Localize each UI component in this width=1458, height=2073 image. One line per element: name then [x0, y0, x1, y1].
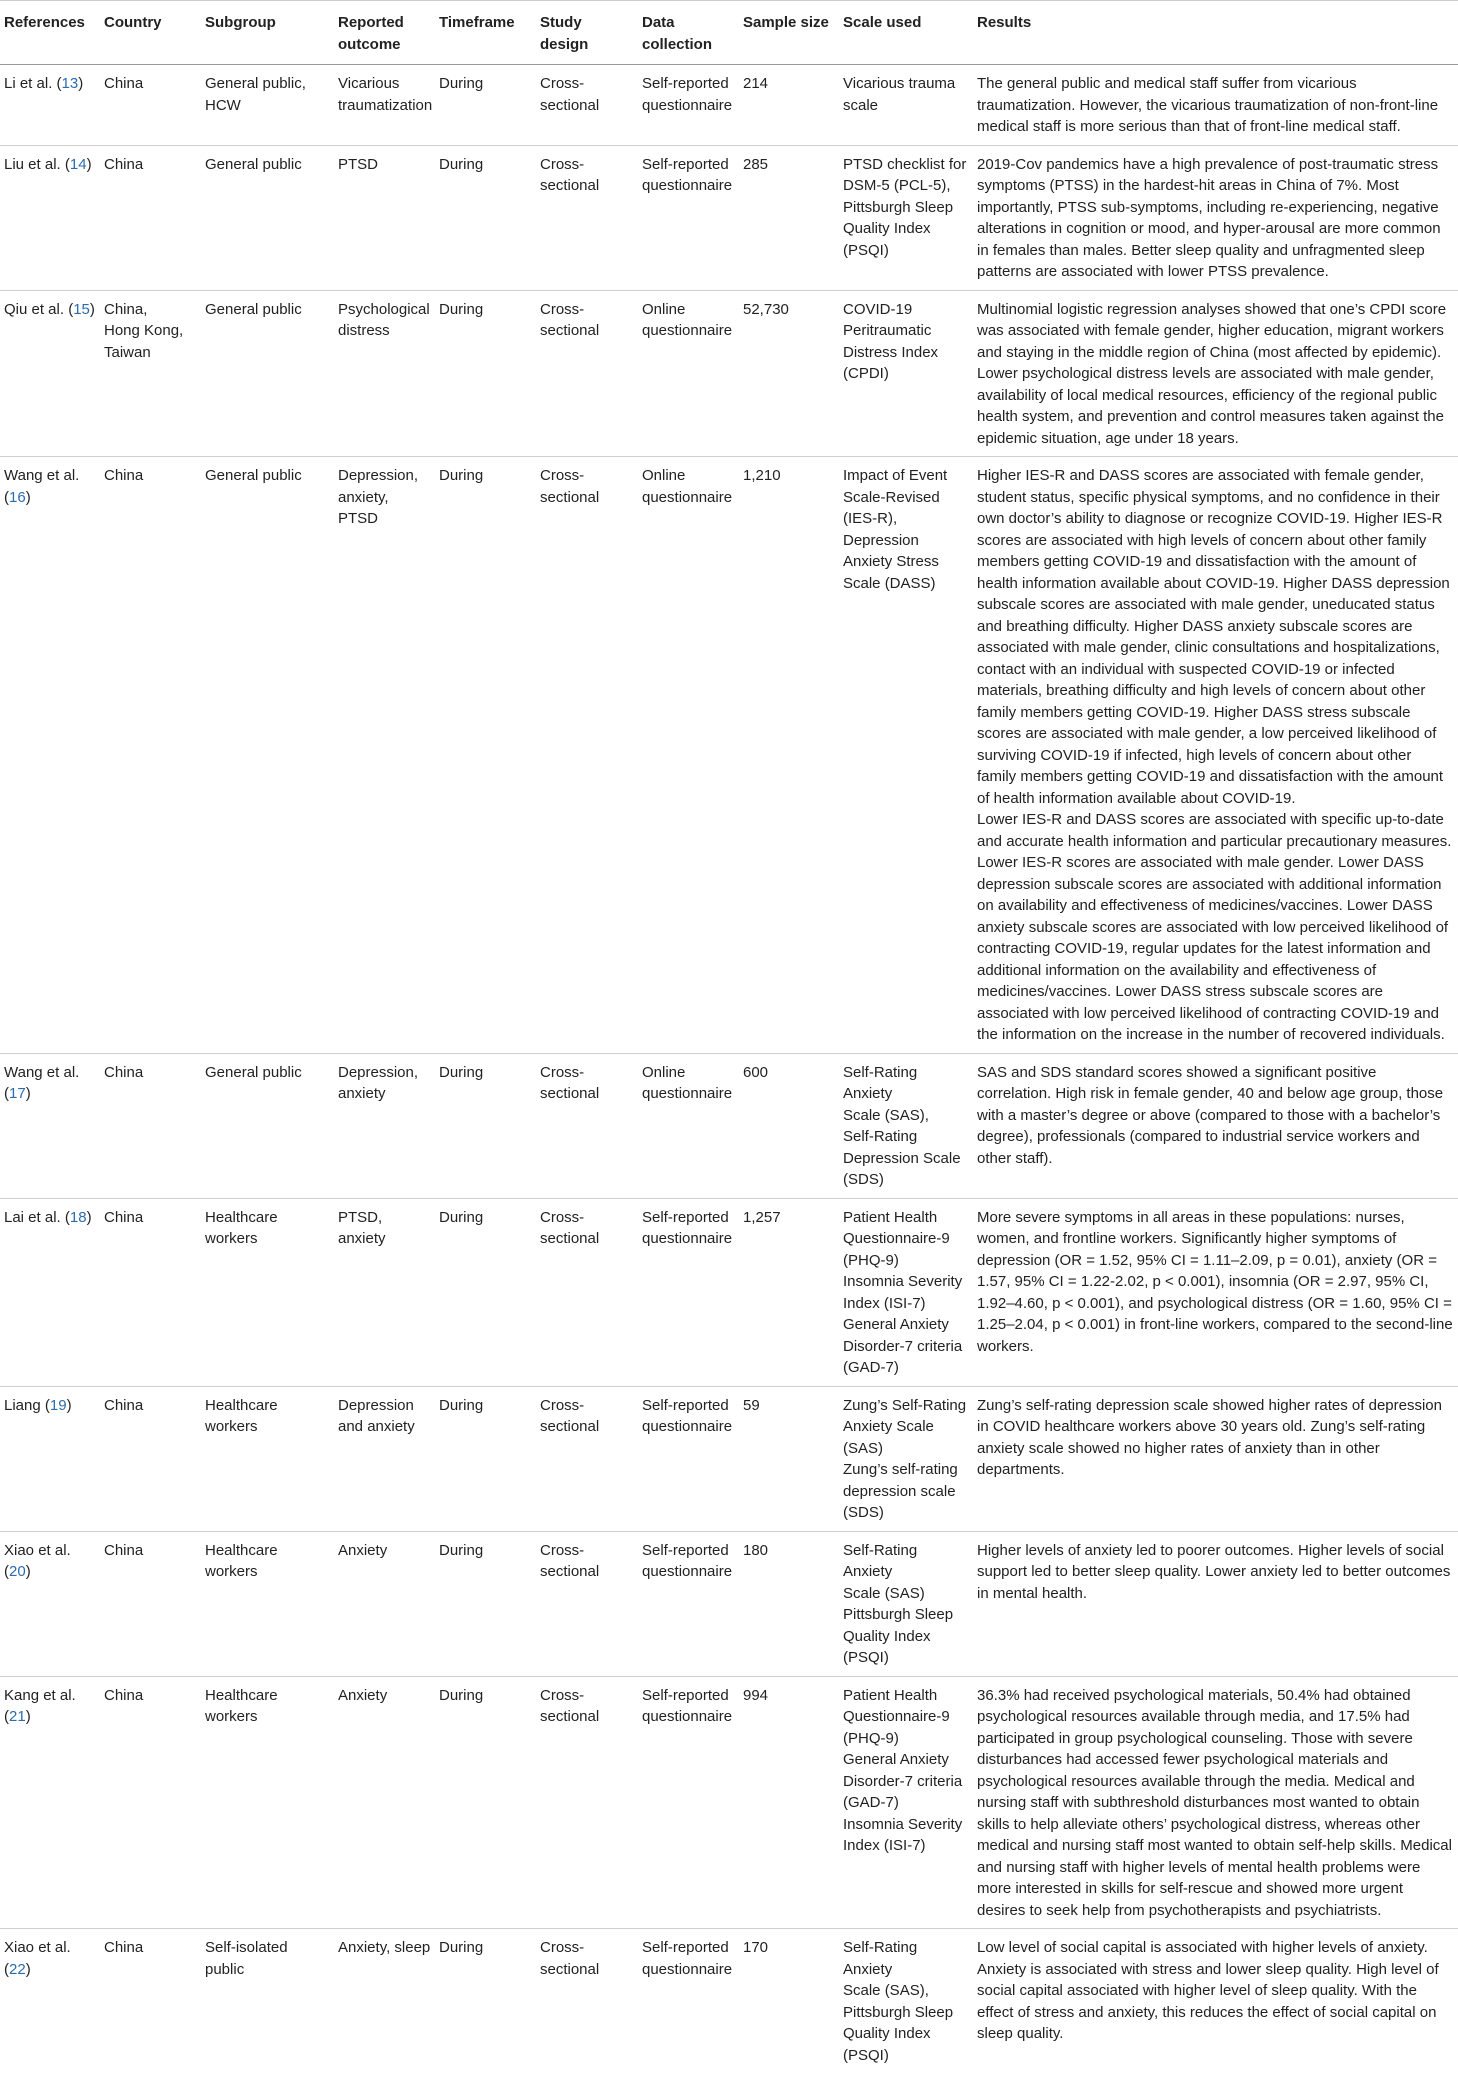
cell-sample-size: 170: [739, 1929, 839, 2073]
cell-data-collection: Self-reported questionnaire: [638, 1929, 739, 2073]
reference-author: Li et al. (: [4, 75, 62, 92]
reference-author: Qiu et al. (: [4, 301, 73, 318]
reference-close: ): [26, 1961, 31, 1978]
cell-reported-outcome: PTSD, anxiety: [334, 1198, 435, 1386]
cell-data-collection: Online questionnaire: [638, 457, 739, 1054]
results-paragraph: 36.3% had received psychological materials, 50.4% had obtained psychological resources available through media, and 17.5% had participated in group psychological counseling. Those with severe disturbances had accessed fewer psychological materials and psychological resources available through the media. Medical and nursing staff with subthreshold disturbances most wanted to obtain skills to help alleviate others’ psychological distress, whereas other medical and nursing staff most wanted to obtain self-help skills. Medical and nursing staff with higher levels of mental health problems were more interested in skills for self-rescue and showed more urgent desires to seek help from psychotherapists and psychiatrists.: [977, 1685, 1454, 1922]
cell-results: [973, 1531, 1458, 1676]
cell-study-design: Cross- sectional: [536, 1198, 638, 1386]
reference-link[interactable]: 22: [9, 1961, 26, 1978]
table-row: [0, 1531, 1458, 1676]
cell-reported-outcome: PTSD: [334, 145, 435, 290]
cell-reference: [0, 1929, 100, 2073]
reference-close: ): [67, 1397, 72, 1414]
table-row: [0, 457, 1458, 1054]
cell-subgroup: General public: [201, 457, 334, 1054]
header-study-design: Study design: [536, 1, 638, 65]
reference-close: ): [26, 1708, 31, 1725]
cell-country: China: [100, 1198, 201, 1386]
cell-sample-size: 52,730: [739, 290, 839, 457]
cell-study-design: Cross- sectional: [536, 457, 638, 1054]
results-paragraph: Low level of social capital is associated with higher levels of anxiety. Anxiety is associated with stress and lower sleep quality. High level of social capital associated with higher level of sleep quality. With the effect of stress and anxiety, this reduces the effect of social capital on sleep quality.: [977, 1937, 1454, 2045]
cell-data-collection: Online questionnaire: [638, 290, 739, 457]
cell-country: China: [100, 457, 201, 1054]
cell-data-collection: Online questionnaire: [638, 1053, 739, 1198]
header-references: References: [0, 1, 100, 65]
cell-subgroup: General public: [201, 290, 334, 457]
reference-link[interactable]: 14: [70, 156, 87, 173]
cell-scale-used: Zung’s Self-Rating Anxiety Scale (SAS) Zung’s self-rating depression scale (SDS): [839, 1386, 973, 1531]
cell-scale-used: Patient Health Questionnaire-9 (PHQ-9) General Anxiety Disorder-7 criteria (GAD-7) Insomnia Severity Index (ISI-7): [839, 1676, 973, 1929]
results-paragraph: The general public and medical staff suffer from vicarious traumatization. However, the vicarious traumatization of non-front-line medical staff is more serious than that of front-line medical staff.: [977, 73, 1454, 138]
reference-link[interactable]: 17: [9, 1085, 26, 1102]
cell-reported-outcome: Vicarious traumatization: [334, 65, 435, 146]
cell-reported-outcome: Depression, anxiety: [334, 1053, 435, 1198]
cell-subgroup: Healthcare workers: [201, 1531, 334, 1676]
reference-link[interactable]: 21: [9, 1708, 26, 1725]
results-paragraph: SAS and SDS standard scores showed a significant positive correlation. High risk in female gender, 40 and below age group, those with a master’s degree or above (compared to those with a bachelor’s degree), professionals (compared to industrial service workers and other staff).: [977, 1062, 1454, 1170]
header-scale-used: Scale used: [839, 1, 973, 65]
cell-reference: [0, 145, 100, 290]
cell-country: China: [100, 145, 201, 290]
cell-reference: [0, 65, 100, 146]
cell-reported-outcome: Psychological distress: [334, 290, 435, 457]
cell-results: [973, 145, 1458, 290]
cell-country: China, Hong Kong, Taiwan: [100, 290, 201, 457]
reference-author: Kang et al. (: [4, 1687, 76, 1726]
cell-study-design: Cross- sectional: [536, 1531, 638, 1676]
cell-results: [973, 1386, 1458, 1531]
cell-subgroup: General public: [201, 145, 334, 290]
table-row: [0, 1386, 1458, 1531]
cell-subgroup: Self-isolated public: [201, 1929, 334, 2073]
reference-link[interactable]: 13: [62, 75, 79, 92]
cell-scale-used: Vicarious trauma scale: [839, 65, 973, 146]
cell-results: [973, 457, 1458, 1054]
cell-reported-outcome: Anxiety, sleep: [334, 1929, 435, 2073]
cell-country: China: [100, 1053, 201, 1198]
results-paragraph: Higher levels of anxiety led to poorer outcomes. Higher levels of social support led to better sleep quality. Lower anxiety led to better outcomes in mental health.: [977, 1540, 1454, 1605]
table-row: [0, 1198, 1458, 1386]
reference-close: ): [87, 156, 92, 173]
reference-author: Liang (: [4, 1397, 50, 1414]
cell-timeframe: During: [435, 457, 536, 1054]
header-subgroup: Subgroup: [201, 1, 334, 65]
cell-reference: [0, 1198, 100, 1386]
cell-data-collection: Self-reported questionnaire: [638, 1198, 739, 1386]
cell-sample-size: 180: [739, 1531, 839, 1676]
reference-close: ): [87, 1209, 92, 1226]
cell-country: China: [100, 1929, 201, 2073]
cell-timeframe: During: [435, 1053, 536, 1198]
cell-study-design: Cross- sectional: [536, 1053, 638, 1198]
header-country: Country: [100, 1, 201, 65]
cell-timeframe: During: [435, 1531, 536, 1676]
header-results: Results: [973, 1, 1458, 65]
cell-study-design: Cross- sectional: [536, 290, 638, 457]
cell-sample-size: 285: [739, 145, 839, 290]
reference-author: Xiao et al. (: [4, 1939, 71, 1978]
cell-reference: [0, 457, 100, 1054]
cell-data-collection: Self-reported questionnaire: [638, 65, 739, 146]
header-row: [0, 1, 1458, 65]
cell-timeframe: During: [435, 1929, 536, 2073]
cell-country: China: [100, 1531, 201, 1676]
cell-results: [973, 65, 1458, 146]
cell-timeframe: During: [435, 1386, 536, 1531]
results-paragraph: Higher IES-R and DASS scores are associated with female gender, student status, specific physical symptoms, and no confidence in their own doctor’s ability to diagnose or recognize COVID-19. Higher IES-R scores are associated with high levels of concern about other family members getting COVID-19 and dissatisfaction with the amount of health information available about COVID-19. Higher DASS depression subscale scores are associated with male gender, uneducated status and breathing difficulty. Higher DASS anxiety subscale scores are associated with male gender, clinic consultations and hospitalizations, contact with an individual with suspected COVID-19 or infected materials, breathing difficulty and high levels of concern about other family members getting COVID-19. Higher DASS stress subscale scores are associated with male gender, a low perceived likelihood of surviving COVID-19 if infected, high levels of concern about other family members getting COVID-19 and dissatisfaction with the amount of health information available about COVID-19.: [977, 465, 1454, 809]
cell-timeframe: During: [435, 1198, 536, 1386]
table-row: [0, 1676, 1458, 1929]
cell-subgroup: Healthcare workers: [201, 1386, 334, 1531]
reference-link[interactable]: 16: [9, 489, 26, 506]
cell-subgroup: General public: [201, 1053, 334, 1198]
reference-close: ): [26, 1085, 31, 1102]
header-sample-size: Sample size: [739, 1, 839, 65]
table-row: [0, 65, 1458, 146]
reference-close: ): [26, 489, 31, 506]
cell-reported-outcome: Depression, anxiety, PTSD: [334, 457, 435, 1054]
cell-results: [973, 1198, 1458, 1386]
cell-sample-size: 1,210: [739, 457, 839, 1054]
cell-country: China: [100, 65, 201, 146]
cell-data-collection: Self-reported questionnaire: [638, 1531, 739, 1676]
reference-link[interactable]: 19: [50, 1397, 67, 1414]
reference-link[interactable]: 18: [70, 1209, 87, 1226]
reference-author: Wang et al. (: [4, 1064, 79, 1103]
reference-close: ): [26, 1563, 31, 1580]
cell-scale-used: Self-Rating Anxiety Scale (SAS), Pittsburgh Sleep Quality Index (PSQI): [839, 1929, 973, 2073]
results-paragraph: Zung’s self-rating depression scale showed higher rates of depression in COVID healthcare workers above 30 years old. Zung’s self-rating anxiety scale showed no higher rates of anxiety than in other departments.: [977, 1395, 1454, 1481]
cell-reference: [0, 290, 100, 457]
cell-data-collection: Self-reported questionnaire: [638, 1386, 739, 1531]
cell-study-design: Cross- sectional: [536, 1676, 638, 1929]
cell-scale-used: Patient Health Questionnaire-9 (PHQ-9) Insomnia Severity Index (ISI-7) General Anxiety Disorder-7 criteria (GAD-7): [839, 1198, 973, 1386]
cell-scale-used: Impact of Event Scale-Revised (IES-R), Depression Anxiety Stress Scale (DASS): [839, 457, 973, 1054]
cell-sample-size: 994: [739, 1676, 839, 1929]
cell-subgroup: General public, HCW: [201, 65, 334, 146]
reference-link[interactable]: 20: [9, 1563, 26, 1580]
cell-reference: [0, 1531, 100, 1676]
reference-author: Liu et al. (: [4, 156, 70, 173]
cell-reported-outcome: Anxiety: [334, 1531, 435, 1676]
cell-scale-used: Self-Rating Anxiety Scale (SAS) Pittsburgh Sleep Quality Index (PSQI): [839, 1531, 973, 1676]
table-row: [0, 145, 1458, 290]
header-timeframe: Timeframe: [435, 1, 536, 65]
reference-author: Lai et al. (: [4, 1209, 70, 1226]
results-paragraph: Lower IES-R and DASS scores are associated with specific up-to-date and accurate health information and particular precautionary measures. Lower IES-R scores are associated with male gender. Lower DASS depression subscale scores are associated with additional information on availability and effectiveness of medicines/vaccines. Lower DASS anxiety subscale scores are associated with low perceived likelihood of contracting COVID-19, regular updates for the latest information and additional information on the availability and effectiveness of medicines/vaccines. Lower DASS stress subscale scores are associated with low perceived likelihood of contracting COVID-19 and the information on the increase in the number of recovered individuals.: [977, 809, 1454, 1046]
cell-timeframe: During: [435, 1676, 536, 1929]
cell-reference: [0, 1053, 100, 1198]
cell-study-design: Cross- sectional: [536, 1929, 638, 2073]
cell-sample-size: 214: [739, 65, 839, 146]
cell-country: China: [100, 1676, 201, 1929]
cell-reference: [0, 1386, 100, 1531]
cell-subgroup: Healthcare workers: [201, 1198, 334, 1386]
cell-timeframe: During: [435, 65, 536, 146]
header-reported-outcome: Reported outcome: [334, 1, 435, 65]
cell-sample-size: 600: [739, 1053, 839, 1198]
header-data-collection: Data collection: [638, 1, 739, 65]
cell-results: [973, 1676, 1458, 1929]
table-row: [0, 1053, 1458, 1198]
table-row: [0, 1929, 1458, 2073]
reference-link[interactable]: 15: [73, 301, 90, 318]
cell-scale-used: PTSD checklist for DSM-5 (PCL-5), Pittsburgh Sleep Quality Index (PSQI): [839, 145, 973, 290]
cell-reference: [0, 1676, 100, 1929]
cell-sample-size: 1,257: [739, 1198, 839, 1386]
cell-results: [973, 1929, 1458, 2073]
cell-timeframe: During: [435, 290, 536, 457]
results-paragraph: 2019-Cov pandemics have a high prevalence of post-traumatic stress symptoms (PTSS) in the hardest-hit areas in China of 7%. Most importantly, PTSS sub-symptoms, including re-experiencing, negative alterations in cognition or mood, and hyper-arousal are more common in females than males. Better sleep quality and unfragmented sleep patterns are associated with lower PTSS prevalence.: [977, 154, 1454, 283]
cell-study-design: Cross- sectional: [536, 65, 638, 146]
reference-close: ): [90, 301, 95, 318]
reference-author: Wang et al. (: [4, 467, 79, 506]
reference-close: ): [78, 75, 83, 92]
table-row: [0, 290, 1458, 457]
reference-author: Xiao et al. (: [4, 1542, 71, 1581]
cell-timeframe: During: [435, 145, 536, 290]
cell-country: China: [100, 1386, 201, 1531]
results-paragraph: Multinomial logistic regression analyses showed that one’s CPDI score was associated with female gender, higher education, migrant workers and staying in the middle region of China (most affected by epidemic). Lower psychological distress levels are associated with male gender, availability of local medical resources, efficiency of the regional public health system, and prevention and control measures taken against the epidemic situation, age under 18 years.: [977, 299, 1454, 450]
cell-data-collection: Self-reported questionnaire: [638, 145, 739, 290]
cell-study-design: Cross- sectional: [536, 1386, 638, 1531]
cell-sample-size: 59: [739, 1386, 839, 1531]
cell-scale-used: Self-Rating Anxiety Scale (SAS), Self-Rating Depression Scale (SDS): [839, 1053, 973, 1198]
cell-reported-outcome: Anxiety: [334, 1676, 435, 1929]
cell-results: [973, 1053, 1458, 1198]
cell-results: [973, 290, 1458, 457]
cell-subgroup: Healthcare workers: [201, 1676, 334, 1929]
cell-reported-outcome: Depression and anxiety: [334, 1386, 435, 1531]
results-paragraph: More severe symptoms in all areas in these populations: nurses, women, and frontline workers. Significantly higher symptoms of depression (OR = 1.52, 95% CI = 1.11–2.09, p = 0.01), anxiety (OR = 1.57, 95% CI = 1.22-2.02, p < 0.001), insomnia (OR = 2.97, 95% CI, 1.92–4.60, p < 0.001), and psychological distress (OR = 1.60, 95% CI = 1.25–2.04, p < 0.001) in front-line workers, compared to the second-line workers.: [977, 1207, 1454, 1358]
cell-scale-used: COVID-19 Peritraumatic Distress Index (CPDI): [839, 290, 973, 457]
cell-data-collection: Self-reported questionnaire: [638, 1676, 739, 1929]
cell-study-design: Cross- sectional: [536, 145, 638, 290]
